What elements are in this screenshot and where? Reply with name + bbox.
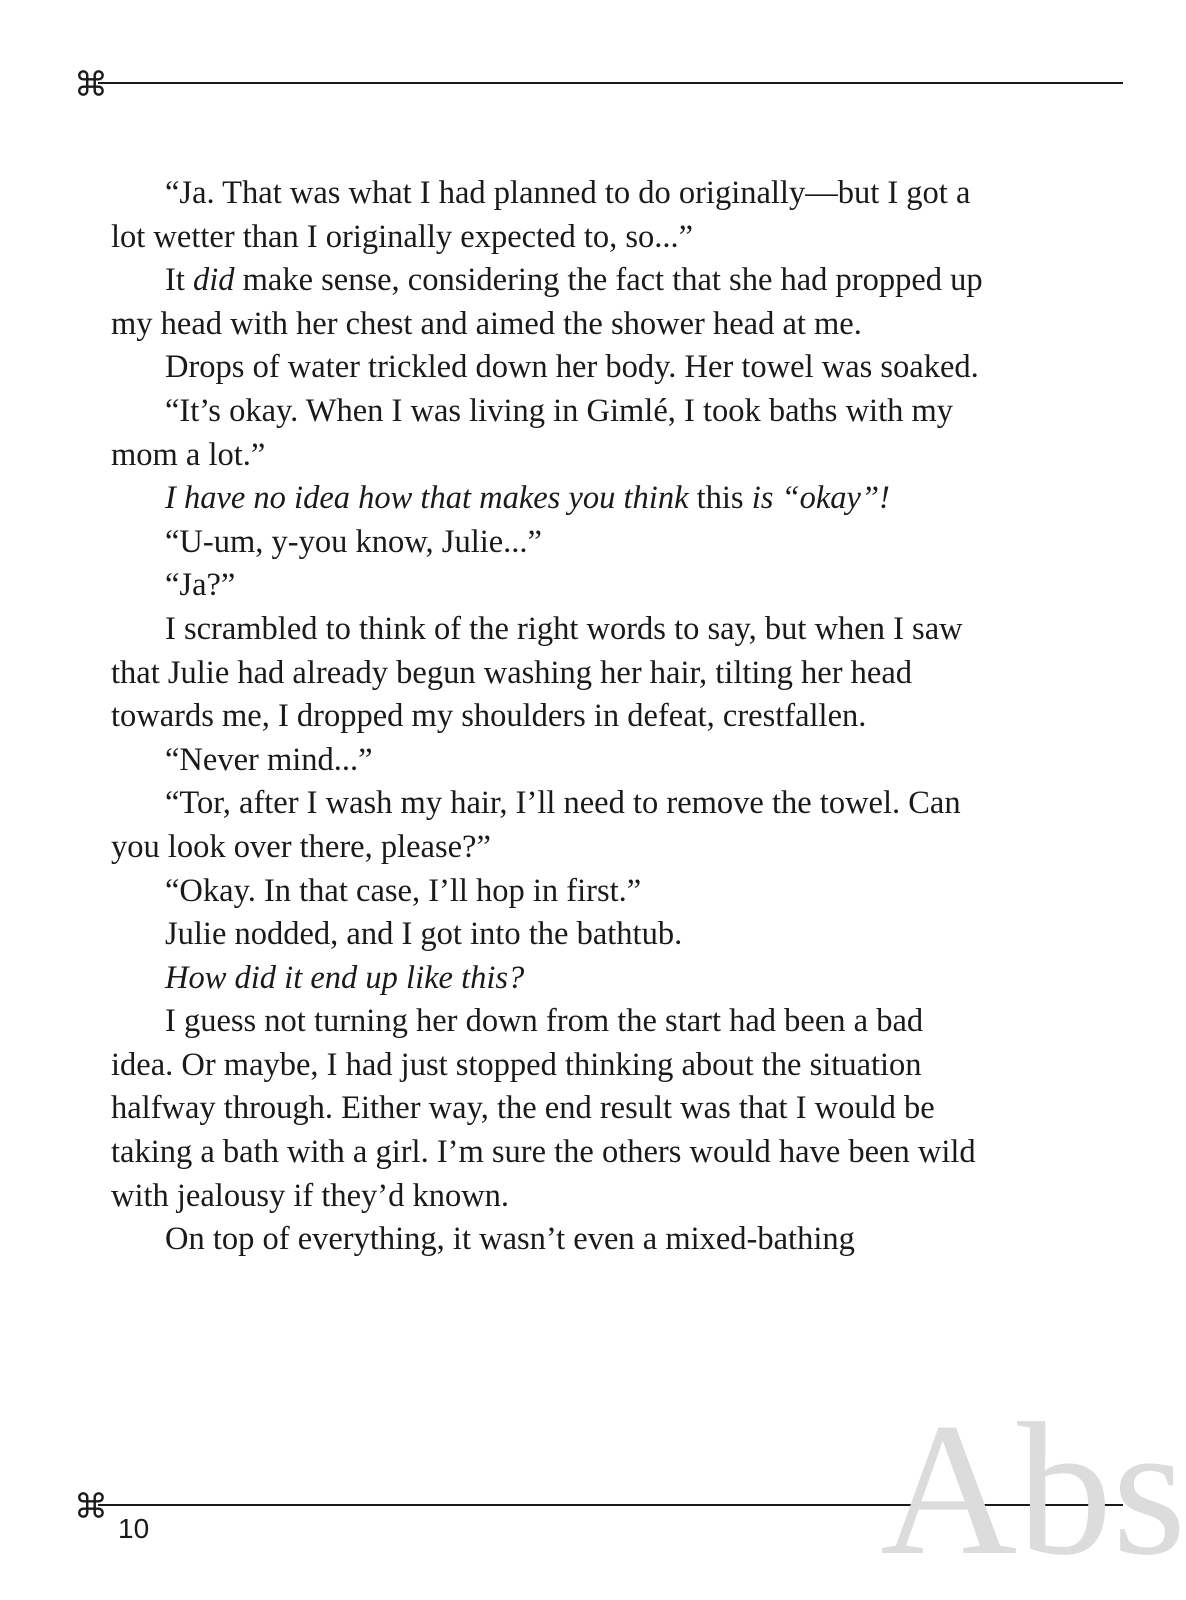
text-segment: “Tor, after I wash my hair, I’ll need to remove the towel. Can you look over there, please?” [111, 785, 961, 865]
paragraph [111, 477, 991, 521]
header-rule [98, 82, 1123, 84]
text-segment: this [688, 480, 752, 517]
italic-text-segment: How did it end up like this? [165, 959, 525, 996]
italic-text-segment: is “okay”! [751, 480, 890, 517]
header-ornament-icon: ⌘ [69, 66, 109, 100]
page-number: 10 [118, 1513, 150, 1544]
text-segment: “U-um, y-you know, Julie...” [165, 523, 542, 560]
paragraph [111, 172, 991, 259]
paragraph [111, 913, 991, 957]
text-segment: “Ja?” [165, 567, 236, 604]
text-segment: Julie nodded, and I got into the bathtub. [165, 916, 683, 953]
text-segment: I guess not turning her down from the start had been a bad idea. Or maybe, I had just stopped thinking about the situation halfway through. Either way, the end result was that I would be taking a bath with a girl. I’m sure the others would have been wild with jealousy if they’d known. [111, 1003, 976, 1214]
paragraph [111, 1000, 991, 1218]
text-segment: It [165, 262, 193, 299]
text-segment: “Ja. That was what I had planned to do originally—but I got a lot wetter than I originally expected to, so...” [111, 175, 971, 255]
paragraph [111, 346, 991, 390]
paragraph [111, 870, 991, 914]
paragraph [111, 521, 991, 565]
paragraph [111, 259, 991, 346]
paragraph [111, 782, 991, 869]
page-body-text [111, 172, 991, 1262]
paragraph [111, 564, 991, 608]
text-segment: I scrambled to think of the right words to say, but when I saw that Julie had already begun washing her hair, tilting her head towards me, I dropped my shoulders in defeat, crestfallen. [111, 610, 963, 735]
text-segment: make sense, considering the fact that she had propped up my head with her chest and aimed the shower head at me. [111, 262, 983, 342]
paragraph [111, 739, 991, 783]
paragraph [111, 390, 991, 477]
text-segment: On top of everything, it wasn’t even a mixed-bathing [165, 1221, 855, 1258]
text-segment: “It’s okay. When I was living in Gimlé, I took baths with my mom a lot.” [111, 392, 954, 473]
footer-ornament-icon: ⌘ [69, 1488, 109, 1522]
italic-text-segment: did [192, 262, 235, 299]
text-segment: “Okay. In that case, I’ll hop in first.” [165, 872, 642, 909]
watermark-logo: Abs [880, 1385, 1186, 1595]
italic-text-segment: I have no idea how that makes you think [165, 480, 689, 517]
paragraph [111, 608, 991, 739]
paragraph [111, 1218, 991, 1262]
text-segment: Drops of water trickled down her body. Her towel was soaked. [165, 349, 979, 386]
paragraph [111, 957, 991, 1001]
text-segment: “Never mind...” [165, 741, 373, 778]
